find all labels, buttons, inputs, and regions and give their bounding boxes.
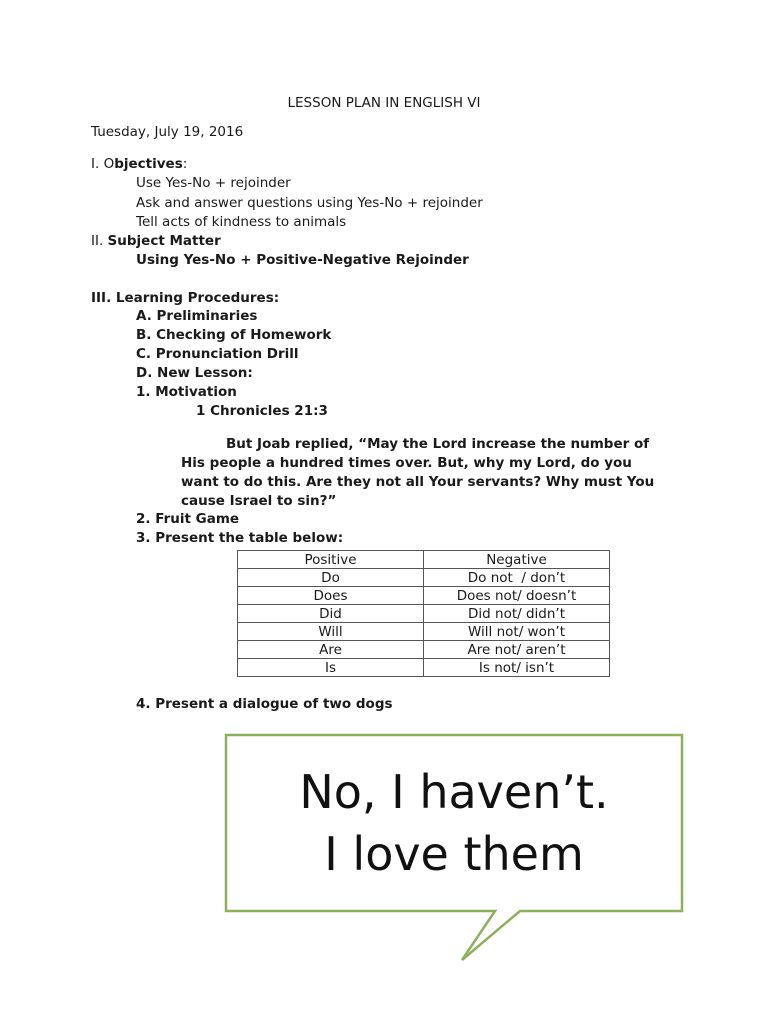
objective-item: Tell acts of kindness to animals <box>136 214 347 230</box>
objectives-numeral: I. O <box>91 156 115 172</box>
objectives-colon: : <box>182 156 188 172</box>
procedure-item: D. New Lesson: <box>136 365 253 381</box>
objective-item: Use Yes-No + rejoinder <box>136 175 291 191</box>
procedure-item: 3. Present the table below: <box>136 530 344 546</box>
table-cell: Do <box>238 569 424 587</box>
table-cell: Is not/ isn’t <box>424 659 610 677</box>
subject-matter-label: Subject Matter <box>107 233 221 249</box>
lesson-date: Tuesday, July 19, 2016 <box>91 124 244 140</box>
objective-item: Ask and answer questions using Yes-No + rejoinder <box>136 195 483 211</box>
procedure-item: C. Pronunciation Drill <box>136 346 299 362</box>
table-cell: Does <box>238 587 424 605</box>
procedure-item: B. Checking of Homework <box>136 327 332 343</box>
table-cell: Will <box>238 623 424 641</box>
quote-line: His people a hundred times over. But, why my Lord, do you <box>181 455 632 471</box>
procedures-heading: III. Learning Procedures: <box>91 290 280 306</box>
table-cell: Are not/ aren’t <box>424 641 610 659</box>
table-cell: Does not/ doesn’t <box>424 587 610 605</box>
procedure-item: 2. Fruit Game <box>136 511 240 527</box>
table-cell: Did not/ didn’t <box>424 605 610 623</box>
bubble-line-1: No, I haven’t. <box>299 765 609 819</box>
page-title: LESSON PLAN IN ENGLISH VI <box>287 95 481 111</box>
procedure-item: 4. Present a dialogue of two dogs <box>136 696 393 712</box>
subject-matter-numeral: II. <box>91 233 108 249</box>
procedure-item: A. Preliminaries <box>136 308 258 324</box>
table-cell: Will not/ won’t <box>424 623 610 641</box>
table-header: Negative <box>424 551 610 569</box>
quote-line: cause Israel to sin?” <box>181 493 337 509</box>
procedure-item: 1. Motivation <box>136 384 237 400</box>
table-cell: Did <box>238 605 424 623</box>
quote-line: want to do this. Are they not all Your servants? Why must You <box>181 474 655 490</box>
quote-line: But Joab replied, “May the Lord increase the number of <box>226 436 650 452</box>
table-cell: Is <box>238 659 424 677</box>
objectives-label: bjectives <box>114 156 183 172</box>
table-cell: Do not / don’t <box>424 569 610 587</box>
verse-reference: 1 Chronicles 21:3 <box>196 403 328 419</box>
table-cell: Are <box>238 641 424 659</box>
subject-matter-text: Using Yes-No + Positive-Negative Rejoinder <box>136 252 469 268</box>
bubble-line-2: I love them <box>324 827 584 881</box>
table-header: Positive <box>238 551 424 569</box>
